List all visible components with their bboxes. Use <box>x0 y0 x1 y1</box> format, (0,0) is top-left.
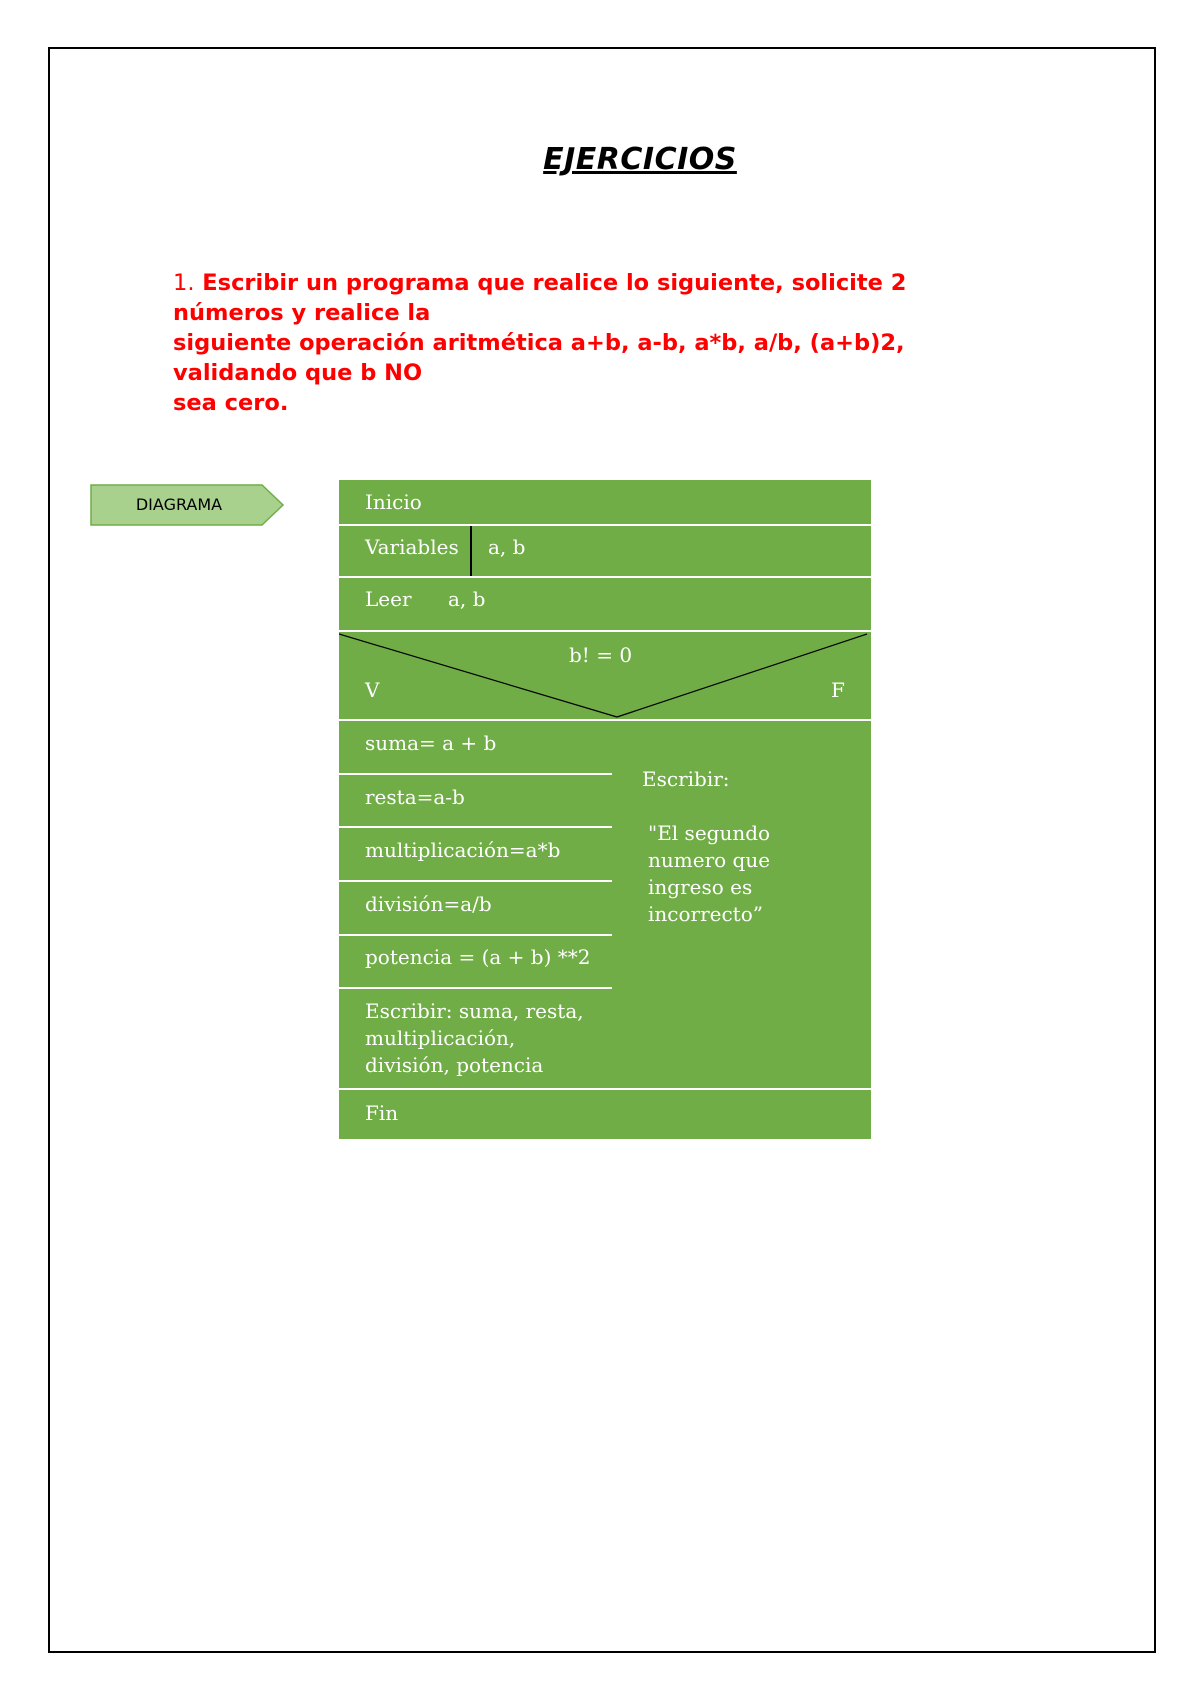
true-step-multiplicacion: multiplicación=a*b <box>365 838 561 862</box>
true-output-line-1: Escribir: suma, resta, <box>365 999 584 1023</box>
exercise-line-4: validando que b NO <box>173 360 423 386</box>
condition-text: b! = 0 <box>569 643 633 667</box>
divider <box>339 826 612 828</box>
divider <box>339 524 871 526</box>
page-title: EJERCICIOS <box>543 142 737 177</box>
variables-label: Variables <box>365 535 459 559</box>
diagram-tag <box>90 484 284 526</box>
false-output-title: Escribir: <box>642 767 730 791</box>
divider <box>339 1088 871 1090</box>
false-message-line-4: incorrecto” <box>648 902 763 926</box>
true-step-suma: suma= a + b <box>365 731 497 755</box>
exercise-number: 1. <box>173 270 195 296</box>
divider <box>339 880 612 882</box>
exercise-line-2: números y realice la <box>173 300 431 326</box>
exercise-line-3: siguiente operación aritmética a+b, a-b, a*b, a/b, (a+b)2, <box>173 330 905 356</box>
false-message-line-2: numero que <box>648 848 771 872</box>
condition-true-label: V <box>365 678 380 702</box>
true-output-line-3: división, potencia <box>365 1053 544 1077</box>
true-output-line-2: multiplicación, <box>365 1026 516 1050</box>
divider <box>339 987 612 989</box>
false-message-line-3: ingreso es <box>648 875 753 899</box>
exercise-line-1-text: Escribir un programa que realice lo siguiente, solicite 2 <box>194 270 907 296</box>
divider <box>339 719 871 721</box>
step-inicio: Inicio <box>365 490 422 514</box>
step-fin: Fin <box>365 1101 399 1125</box>
leer-label: Leer <box>365 587 412 611</box>
exercise-statement <box>173 268 993 418</box>
diagram-tag-label: DIAGRAMA <box>135 495 223 514</box>
leer-value: a, b <box>448 587 486 611</box>
true-step-potencia: potencia = (a + b) **2 <box>365 945 591 969</box>
true-step-resta: resta=a-b <box>365 785 465 809</box>
nassi-shneiderman-diagram <box>339 480 871 1139</box>
true-step-division: división=a/b <box>365 892 492 916</box>
divider <box>339 934 612 936</box>
exercise-line-1 <box>173 268 993 298</box>
false-message-line-1: "El segundo <box>648 821 771 845</box>
variables-value: a, b <box>488 535 526 559</box>
variables-separator <box>470 526 472 576</box>
divider <box>339 773 612 775</box>
divider <box>339 576 871 578</box>
condition-false-label: F <box>831 678 845 702</box>
exercise-line-5: sea cero. <box>173 390 289 416</box>
